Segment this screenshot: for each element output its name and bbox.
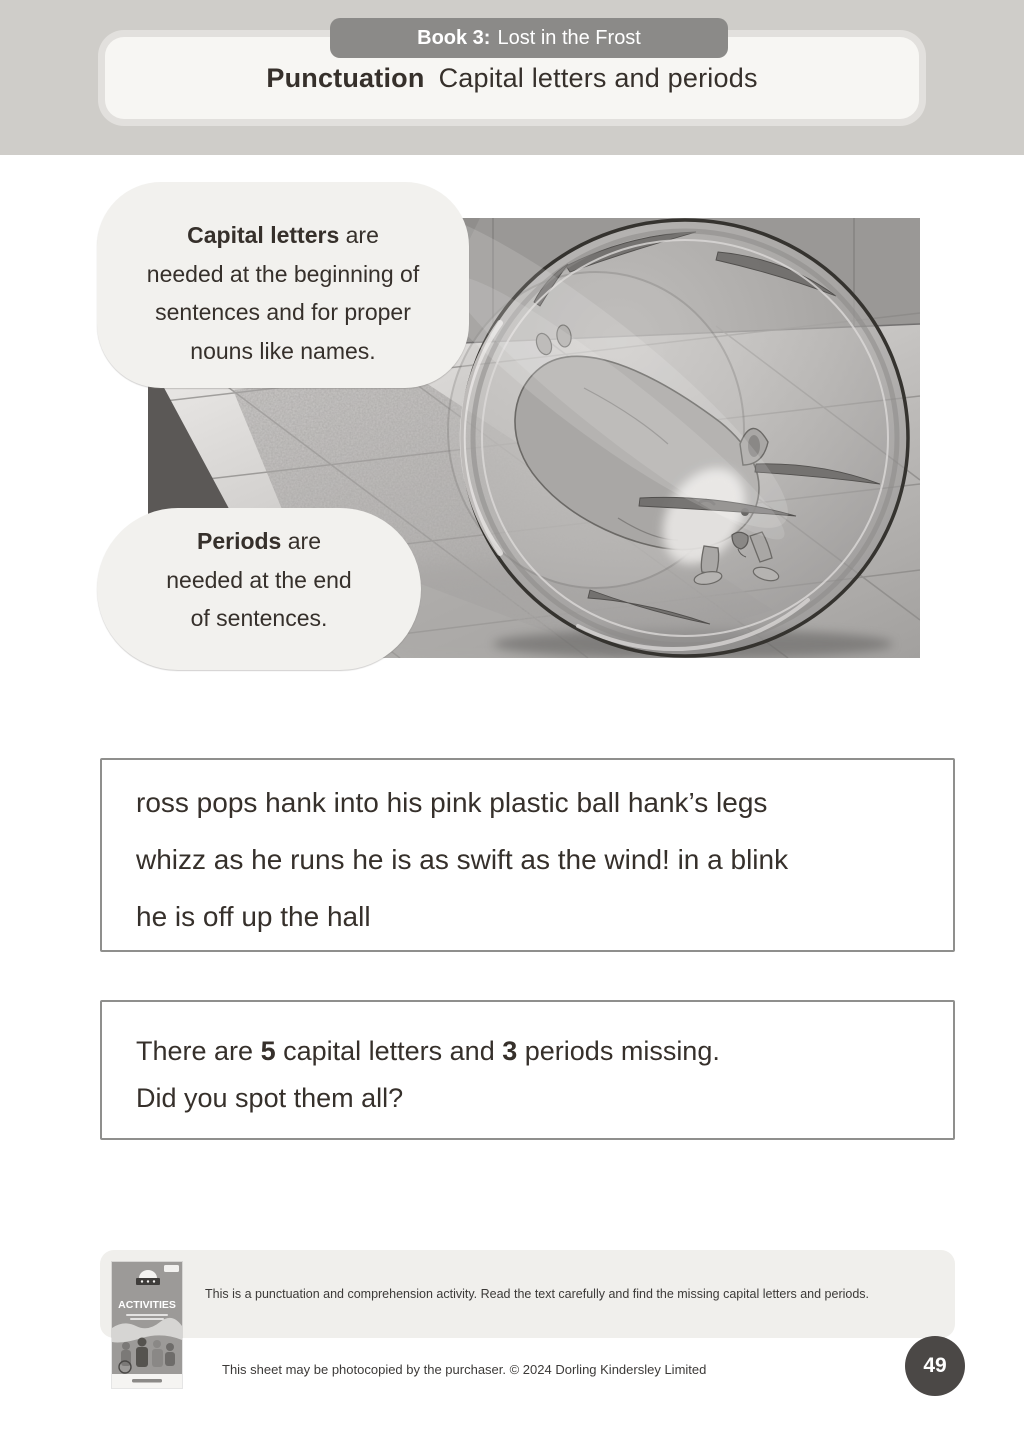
passage-box <box>100 758 955 952</box>
bubble-line: nouns like names. <box>190 337 376 364</box>
book-tab-title: Lost in the Frost <box>497 26 641 49</box>
activities-book-cover <box>112 1262 182 1388</box>
hamster-front-leg <box>701 546 718 574</box>
section-label: Punctuation <box>266 62 425 93</box>
hint-box <box>100 1000 955 1140</box>
bubble-line: needed at the end <box>166 566 352 593</box>
book-tab <box>330 18 728 58</box>
topic-label: Capital letters and periods <box>438 62 758 93</box>
capital-letters-bubble <box>97 182 469 388</box>
header-banner <box>0 0 1024 155</box>
hint-line: There are 5 capital letters and 3 periods missing. <box>136 1036 720 1066</box>
page-number-badge: 49 <box>905 1336 965 1396</box>
copyright-line: This sheet may be photocopied by the purchaser. © 2024 Dorling Kindersley Limited <box>222 1362 707 1377</box>
activity-instruction: This is a punctuation and comprehension activity. Read the text carefully and find the missing capital letters and periods. <box>205 1287 870 1301</box>
cover-title: ACTIVITIES <box>118 1299 176 1311</box>
hint-line: Did you spot them all? <box>136 1083 404 1113</box>
bubble-line: of sentences. <box>190 605 328 631</box>
passage-line: whizz as he runs he is as swift as the wind! in a blink <box>136 844 789 875</box>
book-tab-label: Book 3: <box>417 26 491 49</box>
periods-bubble <box>97 508 421 670</box>
passage-line: ross pops hank into his pink plastic ball hank’s legs <box>136 787 768 818</box>
bubble-line: sentences and for proper <box>155 299 411 325</box>
bubble-line: needed at the beginning of <box>146 260 420 287</box>
bubble-line: Periods are <box>196 528 321 554</box>
passage-line: he is off up the hall <box>136 901 371 932</box>
bubble-line: Capital letters are <box>187 222 379 248</box>
